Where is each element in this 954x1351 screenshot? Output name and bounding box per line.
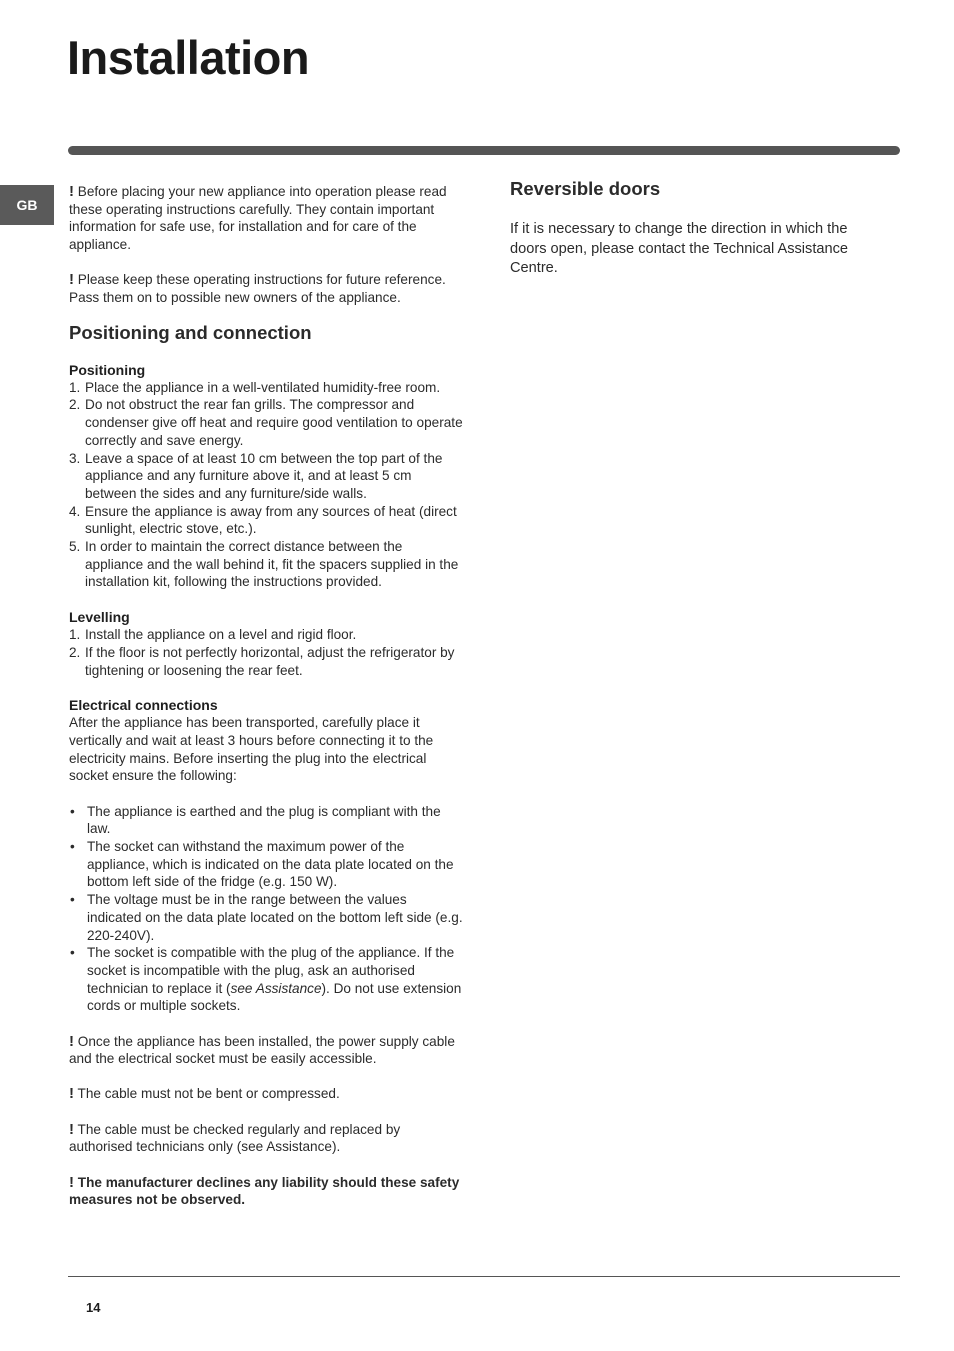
- subheading-electrical-connections: Electrical connections: [69, 697, 218, 714]
- list-item: 1. Place the appliance in a well-ventilated humidity-free room.: [69, 379, 441, 395]
- list-item: • The socket can withstand the maximum power of the appliance, which is indicated on the data plate located on the bottom left side of the fridge (e.g. 150 W).: [70, 838, 454, 890]
- warning-icon: !: [69, 271, 74, 289]
- warning-icon: !: [69, 1120, 74, 1138]
- list-item: 2. If the floor is not perfectly horizontal, adjust the refrigerator by tightening or loosening the rear feet.: [69, 644, 455, 678]
- page-title: Installation: [67, 31, 310, 84]
- bullet-icon: •: [70, 803, 75, 819]
- intro-note-2: ! Please keep these operating instructions for future reference. Pass them on to possible new owners of the appliance.: [69, 271, 446, 306]
- header-divider: [68, 146, 900, 155]
- list-item: 1. Install the appliance on a level and rigid floor.: [69, 627, 357, 643]
- electrical-checklist: [69, 803, 464, 1015]
- list-item: 5. In order to maintain the correct distance between the appliance and the wall behind it, fit the spacers supplied in the installation kit, following the instructions provided.: [69, 539, 459, 590]
- bullet-icon: •: [70, 838, 75, 854]
- electrical-note-1: ! Once the appliance has been installed, the power supply cable and the electrical socket must be easily accessible.: [69, 1032, 455, 1067]
- electrical-note-2: ! The cable must not be bent or compressed.: [69, 1085, 340, 1103]
- left-column: [69, 183, 464, 1209]
- section-heading-positioning-connection: Positioning and connection: [69, 321, 312, 343]
- subheading-positioning: Positioning: [69, 361, 146, 378]
- list-item: • The voltage must be in the range between the values indicated on the data plate located on the bottom left side (e.g. 220-240V).: [70, 892, 463, 943]
- intro-note-1: ! Before placing your new appliance into operation please read these operating instructions carefully. They contain important information for safe use, for installation and for care of the appliance.: [69, 183, 447, 253]
- list-item: • The socket is compatible with the plug of the appliance. If the socket is incompatible with the plug, ask an authorised technician to replace it (see Assistance). Do not use extension cords or multiple sockets.: [70, 945, 462, 1014]
- list-item: 4. Ensure the appliance is away from any sources of heat (direct sunlight, electric stove, etc.).: [69, 503, 457, 537]
- positioning-list: [69, 379, 464, 591]
- list-item: 2. Do not obstruct the rear fan grills. The compressor and condenser give off heat and require good ventilation to operate correctly and save energy.: [69, 397, 463, 448]
- list-item: 3. Leave a space of at least 10 cm between the top part of the appliance and any furniture above it, and at least 5 cm between the sides and any furniture/side walls.: [69, 450, 443, 501]
- page-number: 14: [86, 1300, 101, 1315]
- bullet-icon: •: [70, 892, 75, 908]
- reversible-doors-text: If it is necessary to change the direction in which the doors open, please contact the Technical Assistance Centre.: [510, 221, 849, 276]
- warning-icon: !: [69, 1173, 74, 1191]
- warning-icon: !: [69, 1085, 74, 1103]
- section-heading-reversible-doors: Reversible doors: [510, 178, 661, 199]
- levelling-list: [69, 626, 464, 679]
- warning-icon: !: [69, 183, 74, 200]
- right-column: [510, 178, 870, 279]
- language-tab: GB: [0, 185, 54, 225]
- electrical-intro: After the appliance has been transported, carefully place it vertically and wait at least 3 hours before connecting it to the electricity mains. Before inserting the plug into the electrical socket ensure the following:: [69, 715, 434, 784]
- electrical-note-3: ! The cable must be checked regularly and replaced by authorised technicians only (see Assistance).: [69, 1120, 401, 1155]
- liability-warning: ! The manufacturer declines any liability should these safety measures not be observed.: [69, 1173, 460, 1208]
- list-item: • The appliance is earthed and the plug is compliant with the law.: [70, 803, 441, 837]
- bullet-icon: •: [70, 945, 75, 961]
- footer-divider: [68, 1276, 900, 1277]
- warning-icon: !: [69, 1032, 74, 1050]
- subheading-levelling: Levelling: [69, 609, 130, 626]
